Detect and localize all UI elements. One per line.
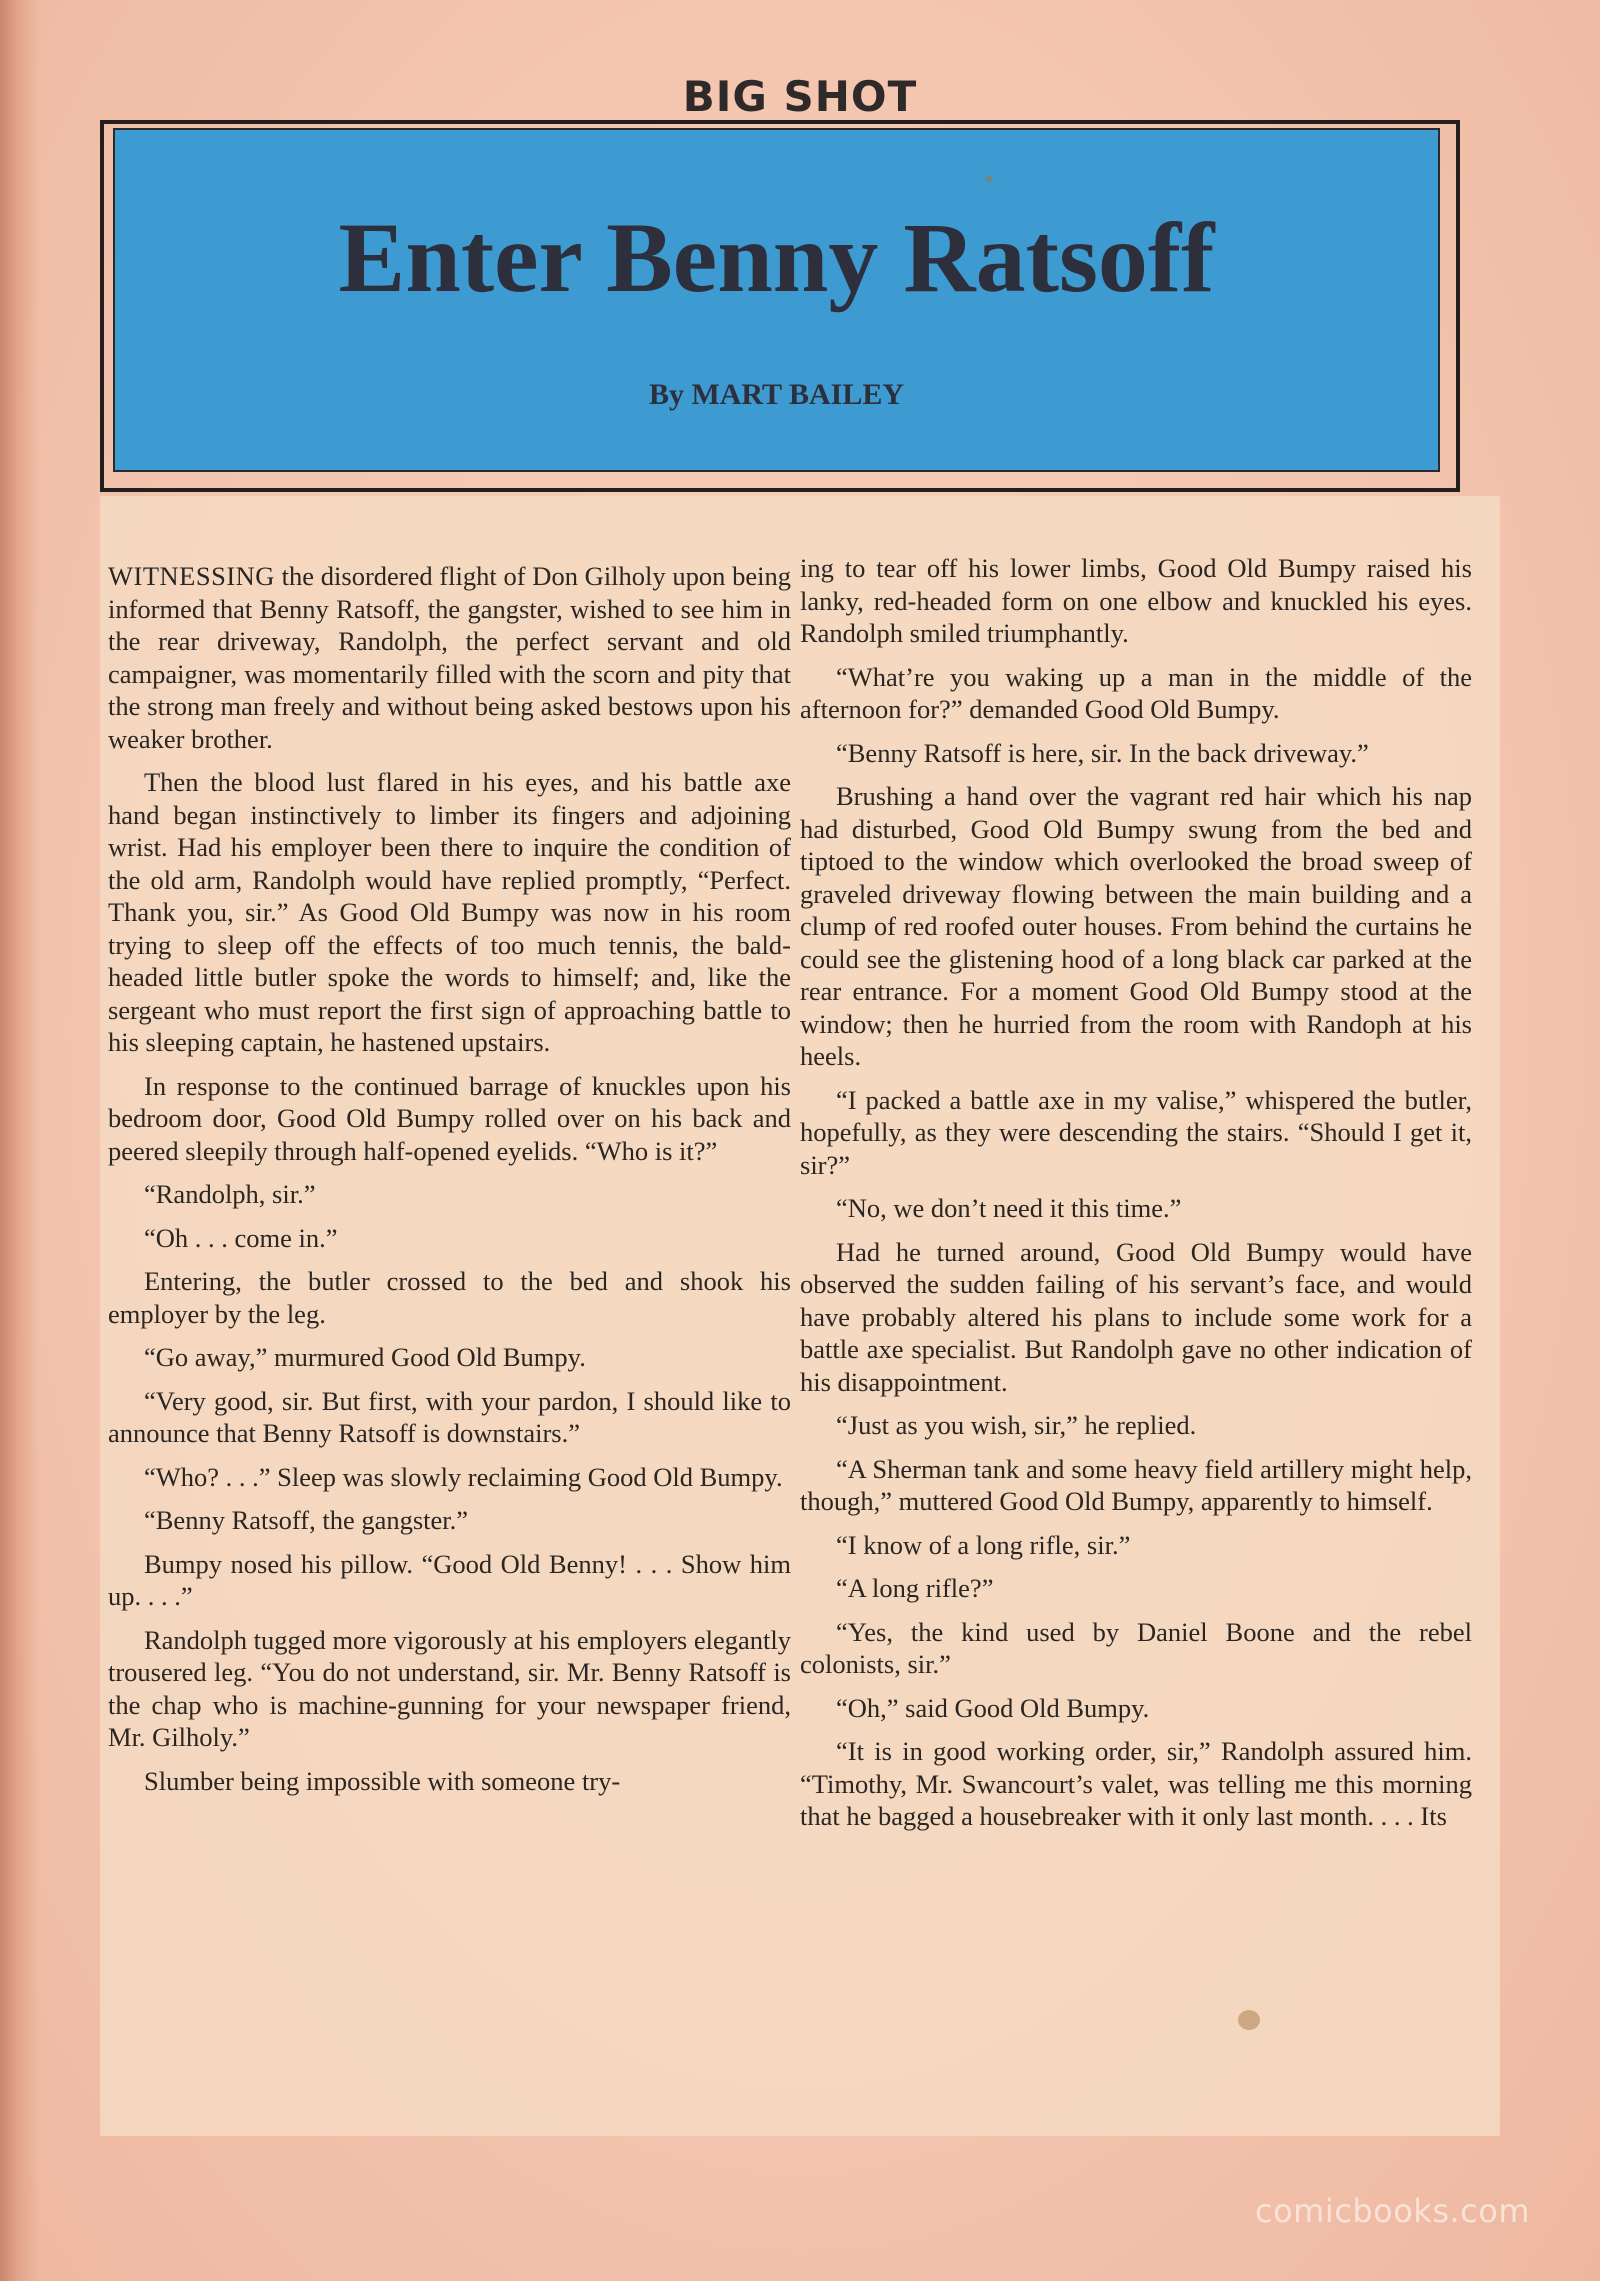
paragraph: Brushing a hand over the vagrant red hair which his nap had disturbed, Good Old Bumpy swung from the bed and tiptoed to the window which overlooked the broad sweep of graveled driveway flowing between the main building and a clump of red roofed outer houses. From behind the curtains he could see the glistening hood of a long black car parked at the rear entrance. For a moment Good Old Bumpy stood at the window; then he hurried from the room with Randoph at his heels. — [800, 781, 1472, 1071]
paragraph: Entering, the butler crossed to the bed and shook his employer by the leg. — [108, 1266, 791, 1329]
paragraph: “I know of a long rifle, sir.” — [836, 1529, 1131, 1560]
paragraph: WITNESSING the disordered flight of Don Gilholy upon being informed that Benny Ratsoff, the gangster, wished to see him in the rear driveway, Randolph, the perfect servant and old campaigner, was momentarily filled with the scorn and pity that the strong man freely and without being asked bestows upon his weaker brother. — [108, 561, 791, 754]
right-column — [800, 552, 1472, 1844]
paragraph: “Yes, the kind used by Daniel Boone and the rebel colonists, sir.” — [800, 1616, 1472, 1679]
page-binding-edge — [0, 0, 40, 2281]
paragraph: “It is in good working order, sir,” Randolph assured him. “Timothy, Mr. Swancourt’s valet, was telling me this morning that he bagged a housebreaker with it only last month. . . . Its — [800, 1736, 1472, 1831]
paragraph: “Very good, sir. But first, with your pardon, I should like to announce that Benny Ratsoff is downstairs.” — [108, 1385, 791, 1448]
paragraph: “What’re you waking up a man in the middle of the afternoon for?” demanded Good Old Bumpy. — [800, 661, 1472, 724]
paragraph: “I packed a battle axe in my valise,” whispered the butler, hopefully, as they were descending the stairs. “Should I get it, sir?” — [800, 1084, 1472, 1180]
paragraph: “Who? . . .” Sleep was slowly reclaiming Good Old Bumpy. — [144, 1461, 783, 1492]
paragraph: “Benny Ratsoff, the gangster.” — [144, 1505, 469, 1535]
site-watermark: comicbooks.com — [1255, 2192, 1531, 2230]
paragraph: Then the blood lust flared in his eyes, and his battle axe hand began instinctively to limber its fingers and adjoining wrist. Had his employer been there to inquire the condition of the old arm, Randolph would have replied promptly, “Perfect. Thank you, sir.” As Good Old Bumpy was now in his room trying to sleep off the effects of too much tennis, the bald-headed little butler spoke the words to himself; and, like the sergeant who must report the first sign of approaching battle to his sleeping captain, he hastened upstairs. — [108, 767, 791, 1057]
paragraph: Slumber being impossible with someone try- — [144, 1765, 621, 1796]
title-banner — [113, 128, 1440, 472]
paragraph: “Oh,” said Good Old Bumpy. — [836, 1692, 1150, 1723]
paragraph: Bumpy nosed his pillow. “Good Old Benny! . . . Show him up. . . .” — [108, 1548, 791, 1611]
paper-stain — [985, 175, 993, 183]
lead-word: WITNESSING — [108, 561, 275, 591]
paragraph: “Randolph, sir.” — [144, 1179, 316, 1209]
paragraph: ing to tear off his lower limbs, Good Old Bumpy raised his lanky, red-headed form on one elbow and knuckled his eyes. Randolph smiled triumphantly. — [800, 553, 1472, 648]
paragraph: “No, we don’t need it this time.” — [836, 1193, 1182, 1223]
paragraph: In response to the continued barrage of knuckles upon his bedroom door, Good Old Bumpy rolled over on his back and peered sleepily through half-opened eyelids. “Who is it?” — [108, 1070, 791, 1166]
left-column — [108, 560, 791, 1808]
paragraph: “Oh . . . come in.” — [144, 1222, 338, 1253]
paragraph: Had he turned around, Good Old Bumpy would have observed the sudden failing of his servant’s face, and would have probably altered his plans to include some work for a battle axe specialist. But Randolph gave no other indication of his disappointment. — [800, 1236, 1472, 1397]
story-byline: By MART BAILEY — [648, 378, 905, 411]
paragraph: “Benny Ratsoff is here, sir. In the back driveway.” — [836, 737, 1369, 768]
paragraph: “Just as you wish, sir,” he replied. — [836, 1410, 1197, 1440]
paragraph: Randolph tugged more vigorously at his employers elegantly trousered leg. “You do not understand, sir. Mr. Benny Ratsoff is the chap who is machine-gunning for your newspaper friend, Mr. Gilholy.” — [108, 1624, 791, 1752]
magazine-title: BIG SHOT — [682, 72, 918, 121]
story-title: Enter Benny Ratsoff — [338, 202, 1215, 313]
paper-stain — [1238, 2010, 1260, 2030]
paragraph: “Go away,” murmured Good Old Bumpy. — [144, 1342, 586, 1372]
paragraph: “A Sherman tank and some heavy field artillery might help, though,” muttered Good Old Bumpy, apparently to himself. — [800, 1453, 1472, 1516]
paragraph: “A long rifle?” — [836, 1573, 994, 1603]
